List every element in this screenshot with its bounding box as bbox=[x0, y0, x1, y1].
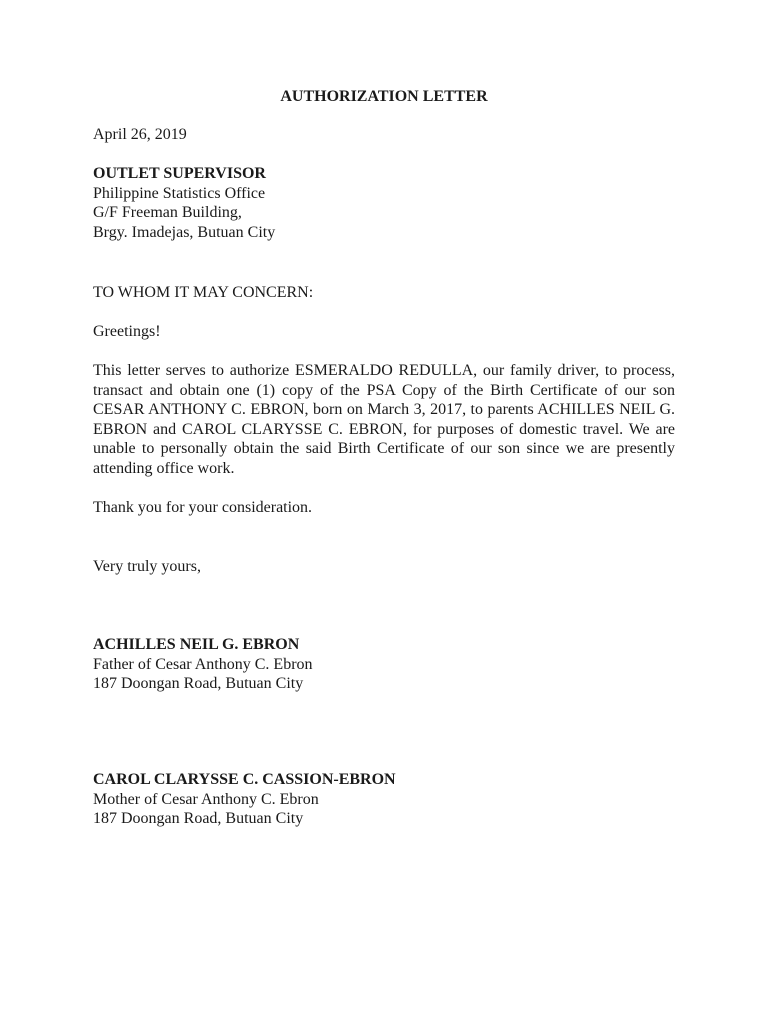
signatory-relation: Mother of Cesar Anthony C. Ebron bbox=[93, 790, 319, 808]
signatory-relation: Father of Cesar Anthony C. Ebron bbox=[93, 655, 313, 673]
addressee-address: Brgy. Imadejas, Butuan City bbox=[93, 223, 276, 241]
body-paragraph: This letter serves to authorize ESMERALDO REDULLA, our family driver, to process, transact and obtain one (1) copy of the PSA Copy of the Birth Certificate of our son CESAR ANTHONY C. EBRON, born on March 3, 2017, to parents ACHILLES NEIL G. EBRON and CAROL CLARYSSE C. EBRON, for purposes of domestic travel. We are unable to personally obtain the said Birth Certificate of our son since we are presently attending office work. bbox=[93, 362, 675, 477]
salutation: TO WHOM IT MAY CONCERN: bbox=[93, 284, 314, 301]
signatory-name: CAROL CLARYSSE C. CASSION-EBRON bbox=[93, 771, 396, 788]
signatory-name: ACHILLES NEIL G. EBRON bbox=[93, 636, 300, 653]
addressee-position: OUTLET SUPERVISOR bbox=[93, 165, 266, 182]
addressee-block bbox=[93, 164, 675, 242]
thanks-line: Thank you for your consideration. bbox=[93, 499, 313, 516]
addressee-office: Philippine Statistics Office bbox=[93, 184, 266, 202]
signatory-mother bbox=[93, 770, 675, 829]
addressee-building: G/F Freeman Building, bbox=[93, 204, 242, 221]
signatory-address: 187 Doongan Road, Butuan City bbox=[93, 675, 304, 692]
signatory-address: 187 Doongan Road, Butuan City bbox=[93, 810, 304, 827]
letter-date: April 26, 2019 bbox=[93, 126, 187, 143]
greeting: Greetings! bbox=[93, 323, 161, 340]
closing-line: Very truly yours, bbox=[93, 558, 201, 575]
signatory-father bbox=[93, 635, 675, 694]
letter-title: AUTHORIZATION LETTER bbox=[280, 88, 488, 105]
